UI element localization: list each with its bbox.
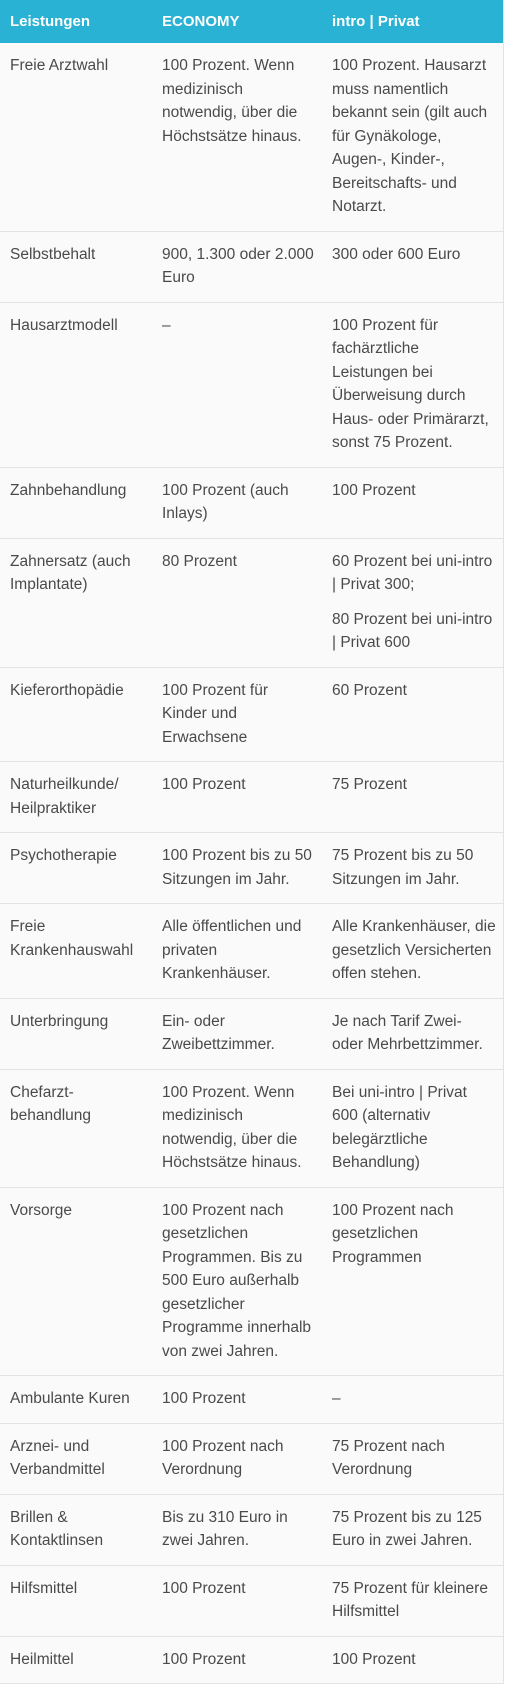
- table-row: [0, 762, 503, 833]
- cell-economy: 900, 1.300 oder 2.000 Euro: [153, 231, 323, 302]
- table-row: [0, 538, 503, 667]
- cell-leistung: Zahnersatz (auch Implantate): [0, 538, 153, 667]
- cell-economy: 100 Prozent. Wenn medizinisch notwendig, über die Höchstsätze hinaus.: [162, 57, 302, 145]
- table-row: [0, 231, 503, 302]
- table-row: [0, 998, 503, 1069]
- table-row: [0, 1636, 503, 1683]
- table-header: [0, 0, 503, 43]
- cell-intro: 75 Prozent: [323, 762, 503, 833]
- table-row: [0, 1187, 503, 1376]
- cell-leistung: Vorsorge: [0, 1187, 153, 1376]
- table-row: [0, 43, 503, 231]
- table-row: [0, 1494, 503, 1565]
- cell-intro: 100 Prozent für fachärztliche Leistungen bei Überweisung durch Haus- oder Primärarzt, sonst 75 Prozent.: [323, 302, 503, 467]
- cell-intro: 75 Prozent bis zu 125 Euro in zwei Jahren.: [323, 1494, 503, 1565]
- cell-economy: 100 Prozent: [153, 1565, 323, 1636]
- table-row: [0, 1376, 503, 1424]
- cell-economy: Bis zu 310 Euro in zwei Jahren.: [153, 1494, 323, 1565]
- cell-intro-paragraph: 60 Prozent bei uni-intro | Privat 300;: [332, 552, 493, 593]
- header-economy: ECONOMY: [162, 13, 240, 30]
- cell-economy: 100 Prozent: [153, 1636, 323, 1683]
- cell-intro: 60 Prozent: [323, 667, 503, 762]
- cell-intro: Je nach Tarif Zwei- oder Mehrbettzimmer.: [323, 998, 503, 1069]
- table-row: [0, 833, 503, 904]
- table-row: [0, 667, 503, 762]
- cell-leistung: Zahnbehandlung: [0, 467, 153, 538]
- cell-leistung: Arznei- und Verbandmittel: [0, 1423, 153, 1494]
- table-row: [0, 1069, 503, 1187]
- cell-intro-paragraph: 80 Prozent bei uni-intro | Privat 600: [332, 610, 493, 651]
- table-row: [0, 1423, 503, 1494]
- cell-intro: Bei uni-intro | Privat 600 (alternativ belegärztliche Behandlung): [323, 1069, 503, 1187]
- cell-intro: 100 Prozent: [323, 467, 503, 538]
- cell-intro: 75 Prozent bis zu 50 Sitzungen im Jahr.: [323, 833, 503, 904]
- cell-economy: 100 Prozent bis zu 50 Sitzungen im Jahr.: [153, 833, 323, 904]
- cell-leistung: Heilmittel: [0, 1636, 153, 1683]
- cell-economy: 100 Prozent (auch Inlays): [153, 467, 323, 538]
- cell-leistung: Unterbringung: [0, 998, 153, 1069]
- cell-leistung: Ambulante Kuren: [0, 1376, 153, 1424]
- cell-economy: –: [153, 302, 323, 467]
- cell-intro: 100 Prozent. Hausarzt muss namentlich bekannt sein (gilt auch für Gynäkologe, Augen-, Kinder-, Bereitschafts- und Notarzt.: [332, 57, 488, 215]
- cell-intro: 75 Prozent nach Verordnung: [323, 1423, 503, 1494]
- cell-leistung: Freie Arztwahl: [10, 57, 109, 74]
- table-row: [0, 467, 503, 538]
- header-intro-privat: intro | Privat: [332, 13, 420, 30]
- cell-economy: 100 Prozent für Kinder und Erwachsene: [153, 667, 323, 762]
- cell-intro: 100 Prozent nach gesetzlichen Programmen: [323, 1187, 503, 1376]
- cell-intro: 75 Prozent für kleinere Hilfsmittel: [323, 1565, 503, 1636]
- cell-intro: –: [323, 1376, 503, 1424]
- table-body: [0, 43, 503, 1683]
- cell-economy: Alle öffentlichen und privaten Krankenhäuser.: [153, 904, 323, 999]
- table-row: [0, 1565, 503, 1636]
- table-row: [0, 302, 503, 467]
- cell-intro: 100 Prozent: [323, 1636, 503, 1683]
- cell-leistung: Hausarztmodell: [0, 302, 153, 467]
- cell-leistung: Kieferorthopädie: [0, 667, 153, 762]
- cell-leistung: Freie Krankenhauswahl: [0, 904, 153, 999]
- cell-leistung: Hilfsmittel: [0, 1565, 153, 1636]
- table-row: [0, 904, 503, 999]
- cell-economy: 100 Prozent nach Verordnung: [153, 1423, 323, 1494]
- header-row: [0, 0, 503, 43]
- cell-intro: [323, 538, 503, 667]
- cell-intro: 300 oder 600 Euro: [323, 231, 503, 302]
- cell-leistung: Selbstbehalt: [0, 231, 153, 302]
- cell-economy: 100 Prozent: [153, 1376, 323, 1424]
- cell-leistung: Psychotherapie: [0, 833, 153, 904]
- cell-economy: 80 Prozent: [153, 538, 323, 667]
- cell-economy: 100 Prozent: [153, 762, 323, 833]
- cell-leistung: Chefarzt-behandlung: [0, 1069, 153, 1187]
- cell-leistung: Naturheilkunde/ Heilpraktiker: [0, 762, 153, 833]
- cell-economy: 100 Prozent nach gesetzlichen Programmen. Bis zu 500 Euro außerhalb gesetzlicher Programme innerhalb von zwei Jahren.: [153, 1187, 323, 1376]
- cell-leistung: Brillen & Kontaktlinsen: [0, 1494, 153, 1565]
- cell-intro: Alle Krankenhäuser, die gesetzlich Versicherten offen stehen.: [323, 904, 503, 999]
- header-leistungen: Leistungen: [10, 13, 91, 30]
- cell-economy: Ein- oder Zweibettzimmer.: [153, 998, 323, 1069]
- cell-economy: 100 Prozent. Wenn medizinisch notwendig, über die Höchstsätze hinaus.: [153, 1069, 323, 1187]
